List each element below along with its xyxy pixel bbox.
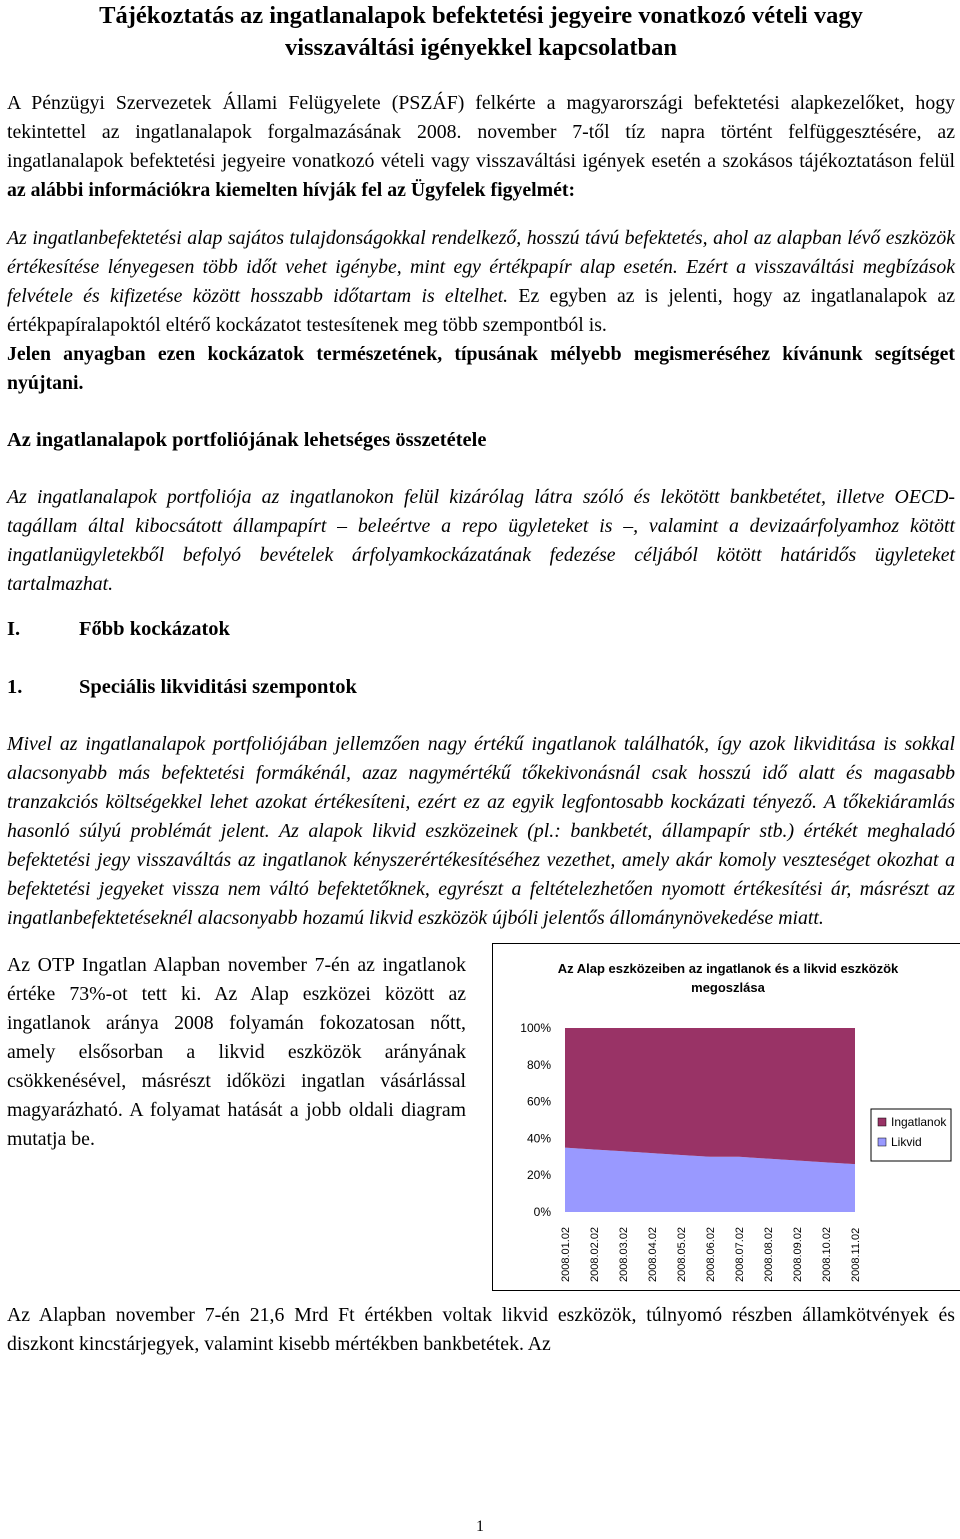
legend-swatch-ingatlanok <box>878 1118 886 1126</box>
notice-normal-text: Ez egyben az is jelenti, hogy az ingatlanalapok az értékpapíralapoktól eltérő kockázatot testesítenek meg több szempontból is. <box>7 285 955 336</box>
y-tick-label: 60% <box>526 1094 551 1109</box>
x-tick-label: 2008.04.02 <box>647 1226 659 1282</box>
otp-paragraph: Az OTP Ingatlan Alapban november 7-én az ingatlanok értéke 73%-ot tett ki. Az Alap eszközei között az ingatlanok aránya 2008 folyamán fokozatosan nőtt, amely elsősorban a likvid eszközök arányának csökkenésével, másrészt időközi ingatlan vásárlással magyarázható. A folyamat hatását a jobb oldali diagram mutatja be. <box>7 954 466 1150</box>
risks-heading-text: Főbb kockázatok <box>79 618 230 640</box>
x-tick-label: 2008.08.02 <box>763 1226 775 1282</box>
x-tick-label: 2008.02.02 <box>589 1226 601 1282</box>
chart-canvas <box>493 944 960 1290</box>
portfolio-heading: Az ingatlanalapok portfoliójának lehetséges összetétele <box>7 429 487 451</box>
liquidity-number: 1. <box>7 676 23 698</box>
notice-paragraph <box>7 224 955 398</box>
legend-label-ingatlanok: Ingatlanok <box>891 1115 947 1129</box>
document-page <box>7 0 955 1359</box>
notice-bold-text: Jelen anyagban ezen kockázatok természetének, típusának mélyebb megismeréséhez kívánunk segítséget nyújtani. <box>7 343 955 394</box>
legend-label-likvid: Likvid <box>891 1135 922 1149</box>
x-tick-label: 2008.06.02 <box>705 1226 717 1282</box>
x-tick-label: 2008.09.02 <box>792 1226 804 1282</box>
x-tick-label: 2008.11.02 <box>850 1227 862 1282</box>
portfolio-paragraph: Az ingatlanalapok portfoliója az ingatlanokon felül kizárólag látra szóló és lekötött bankbetétet, illetve OECD-tagállam által kibocsátott állampapírt – beleértve a repo ügyleteket is –, valamint a devizaárfolyamhoz kötött ingatlanügyletekből befolyó bevételek árfolyamkockázatának fedezése céljából kötött határidős ügyleteket tartalmazhat. <box>7 486 955 595</box>
liquidity-paragraph: Mivel az ingatlanalapok portfoliójában jellemzően nagy értékű ingatlanok találhatók, így azok likviditása is sokkal alacsonyabb más befektetési formákénál, azaz nagymértékű tőkekivonásnál csak hosszú idő alatt és magasabb tranzakciós költségekkel lehet azokat értékesíteni, ezért ez az egyik legfontosabb kockázati tényező. A tőkekiáramlás hasonló súlyú problémát jelent. Az alapok likvid eszközeinek (pl.: bankbetét, állampapír stb.) értékét meghaladó befektetési jegy visszaváltás az ingatlanok kényszerértékesítéséhez vezethet, amely akár komoly veszteséget okozhat a befektetési jegyeket vissza nem váltó befektetőknek, egyrészt a feltételezhetően nyomott értékesítési ár, másrészt az ingatlanbefektetéseknél alacsonyabb hozamú likvid eszközök újbóli jelentős állománynövekedése miatt. <box>7 733 955 929</box>
title-line-1: Tájékoztatás az ingatlanalapok befektetési jegyeire vonatkozó vételi vagy <box>99 2 863 29</box>
legend-swatch-likvid <box>878 1138 886 1146</box>
y-tick-label: 0% <box>533 1205 551 1219</box>
intro-paragraph <box>7 89 955 205</box>
x-tick-label: 2008.05.02 <box>676 1226 688 1282</box>
title-line-2: visszaváltási igényekkel kapcsolatban <box>284 34 678 61</box>
document-title <box>7 0 955 64</box>
liquidity-heading-text: Speciális likviditási szempontok <box>79 676 357 698</box>
allocation-chart <box>492 943 960 1291</box>
notice-italic-text: Az ingatlanbefektetési alap sajátos tulajdonságokkal rendelkező, hosszú távú befektetés, ahol az alapban lévő eszközök értékesítése lényegesen több időt vehet igénybe, mint egy értékpapír alap esetén. Ezért a visszaváltási megbízások felvétele és kifizetése között hosszabb időtartam is eltelhet. <box>7 227 955 307</box>
y-tick-label: 80% <box>526 1057 551 1072</box>
intro-text: A Pénzügyi Szervezetek Állami Felügyelete (PSZÁF) felkérte a magyarországi befektetési alapkezelőket, hogy tekintettel az ingatlanalapok forgalmazásának 2008. november 7-től tíz napra történt felfüggesztésére, az ingatlanalapok befektetési jegyeire vonatkozó vételi vagy visszaváltási igények esetén a szokásos tájékoztatáson felül <box>7 92 955 172</box>
x-tick-label: 2008.03.02 <box>618 1226 630 1282</box>
intro-bold-text: az alábbi információkra kiemelten hívják fel az Ügyfelek figyelmét: <box>7 179 576 201</box>
x-tick-label: 2008.10.02 <box>821 1226 833 1282</box>
chart-title: Az Alap eszközeiben az ingatlanok és a likvid eszközök megoszlása <box>557 961 899 995</box>
page-number: 1 <box>476 1518 484 1535</box>
area-series-ingatlanok <box>565 1028 855 1164</box>
risks-heading <box>7 615 955 644</box>
otp-section <box>7 951 955 1301</box>
risks-number: I. <box>7 618 21 640</box>
bottom-paragraph: Az Alapban november 7-én 21,6 Mrd Ft értékben voltak likvid eszközök, túlnyomó részben államkötvények és diszkont kincstárjegyek, valamint kisebb mértékben bankbetétek. Az <box>7 1304 955 1355</box>
y-tick-label: 100% <box>520 1021 551 1035</box>
y-tick-label: 20% <box>526 1168 551 1183</box>
y-tick-label: 40% <box>526 1131 551 1146</box>
x-tick-label: 2008.07.02 <box>734 1226 746 1282</box>
liquidity-heading <box>7 673 955 702</box>
otp-text-column <box>7 951 466 1154</box>
x-tick-label: 2008.01.02 <box>560 1226 572 1282</box>
